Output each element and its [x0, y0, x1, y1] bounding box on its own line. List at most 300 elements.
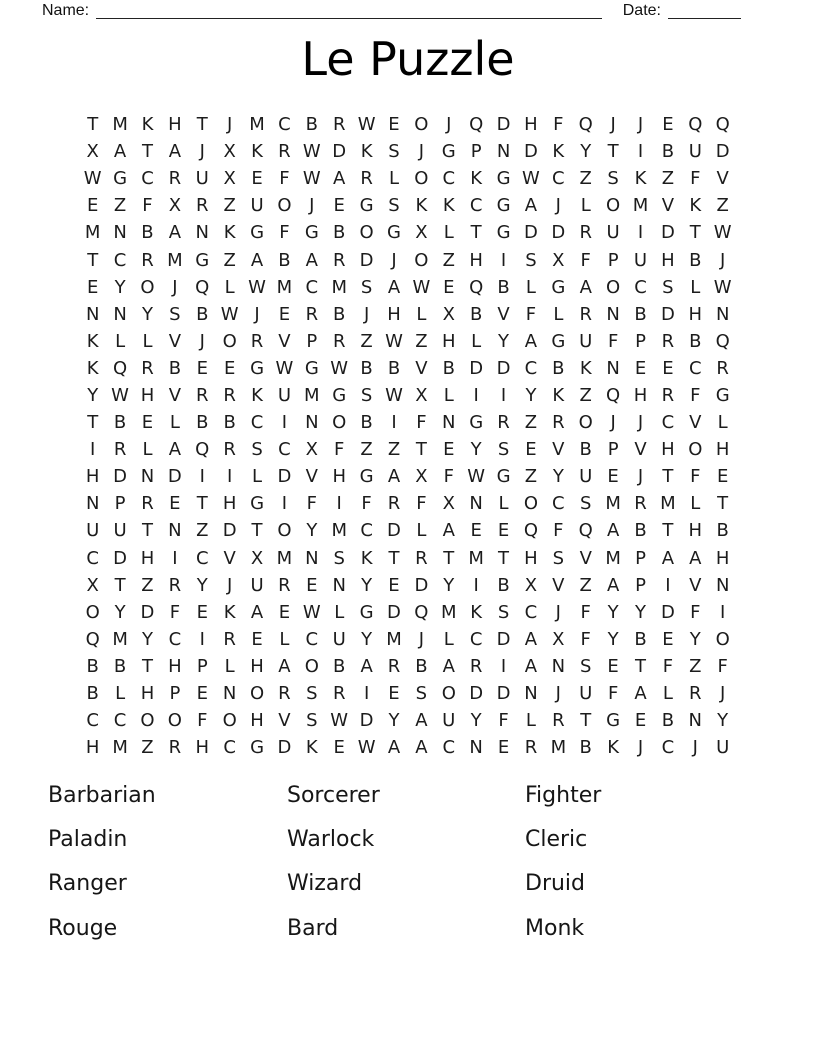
grid-letter: O — [85, 601, 100, 623]
grid-letter: M — [605, 493, 621, 515]
grid-letter: C — [360, 520, 373, 542]
grid-letter: M — [331, 276, 347, 298]
grid-letter: L — [142, 439, 153, 461]
grid-letter: J — [555, 601, 561, 623]
grid-letter: Z — [579, 384, 592, 406]
grid-letter: Y — [306, 520, 318, 542]
grid-letter: V — [168, 330, 182, 352]
grid-letter: J — [720, 683, 726, 705]
grid-letter: D — [715, 141, 730, 163]
grid-letter: H — [140, 683, 155, 705]
grid-letter: A — [168, 141, 182, 163]
grid-letter: W — [330, 357, 349, 379]
grid-letter: N — [85, 493, 100, 515]
grid-letter: Q — [469, 276, 484, 298]
grid-letter: T — [196, 114, 208, 136]
grid-letter: Y — [196, 574, 208, 596]
grid-letter: Z — [415, 330, 428, 352]
grid-letter: Q — [523, 520, 539, 542]
grid-letter: B — [141, 222, 154, 244]
grid-letter: P — [635, 330, 646, 352]
grid-letter: X — [86, 574, 99, 596]
grid-letter: F — [169, 601, 181, 623]
grid-letter: N — [551, 655, 566, 677]
grid-letter: F — [662, 655, 674, 677]
grid-letter: L — [115, 683, 126, 705]
grid-letter: B — [634, 520, 647, 542]
grid-letter: Q — [606, 384, 621, 406]
grid-letter: U — [633, 249, 648, 271]
grid-letter: X — [415, 466, 428, 488]
grid-letter: F — [416, 412, 427, 434]
grid-letter: N — [222, 683, 237, 705]
grid-letter: I — [473, 574, 479, 596]
grid-letter: N — [140, 466, 155, 488]
grid-letter: J — [637, 737, 644, 759]
grid-letter: G — [496, 195, 511, 217]
grid-letter: F — [690, 466, 701, 488]
grid-letter: U — [195, 168, 209, 190]
grid-letter: W — [385, 330, 403, 352]
grid-letter: I — [281, 412, 288, 434]
grid-letter: S — [497, 439, 510, 461]
grid-letter: E — [223, 357, 236, 379]
grid-letter: S — [388, 195, 400, 217]
grid-letter: C — [469, 628, 483, 650]
grid-letter: H — [140, 547, 155, 569]
grid-letter: G — [113, 168, 128, 190]
grid-letter: O — [332, 412, 347, 434]
grid-letter: V — [168, 384, 182, 406]
grid-letter: K — [360, 547, 373, 569]
grid-letter: R — [415, 547, 428, 569]
grid-letter: R — [634, 493, 647, 515]
grid-letter: T — [443, 547, 455, 569]
grid-letter: K — [141, 114, 154, 136]
grid-letter: W — [467, 466, 486, 488]
grid-letter: L — [498, 493, 509, 515]
grid-letter: E — [443, 276, 455, 298]
grid-letter: B — [689, 330, 702, 352]
grid-letter: A — [524, 330, 538, 352]
grid-letter: F — [279, 168, 290, 190]
grid-letter: B — [552, 357, 565, 379]
grid-letter: U — [442, 710, 456, 732]
grid-letter: C — [469, 195, 483, 217]
grid-letter: T — [388, 547, 400, 569]
grid-letter: H — [250, 655, 264, 677]
grid-letter: N — [195, 222, 209, 244]
grid-letter: C — [305, 276, 319, 298]
grid-letter: Z — [387, 439, 401, 461]
grid-letter: X — [305, 439, 318, 461]
grid-letter: H — [195, 737, 210, 759]
grid-letter: F — [607, 683, 619, 705]
grid-letter: E — [607, 466, 619, 488]
word-item: Wizard — [287, 871, 363, 897]
grid-letter: C — [634, 276, 647, 298]
grid-letter: L — [553, 303, 564, 325]
grid-letter: F — [443, 466, 454, 488]
grid-letter: Y — [87, 384, 99, 406]
grid-letter: Q — [688, 114, 703, 136]
grid-letter: G — [250, 737, 265, 759]
grid-letter: T — [470, 222, 482, 244]
grid-letter: J — [172, 276, 178, 298]
grid-letter: B — [579, 737, 592, 759]
grid-letter: V — [278, 710, 291, 732]
grid-letter: Z — [579, 168, 592, 190]
grid-letter: L — [525, 710, 536, 732]
grid-letter: R — [141, 249, 154, 271]
word-item: Druid — [525, 871, 586, 897]
grid-letter: A — [415, 710, 428, 732]
grid-letter: R — [689, 683, 702, 705]
grid-letter: F — [607, 330, 619, 352]
grid-letter: W — [522, 168, 540, 190]
grid-letter: J — [309, 195, 315, 217]
grid-letter: E — [278, 601, 291, 623]
grid-letter: C — [113, 249, 127, 271]
grid-letter: A — [415, 737, 428, 759]
grid-letter: C — [86, 547, 99, 569]
grid-letter: V — [579, 547, 592, 569]
grid-letter: A — [524, 655, 538, 677]
grid-letter: Y — [361, 628, 373, 650]
grid-letter: Q — [195, 439, 210, 461]
grid-letter: D — [496, 114, 511, 136]
grid-letter: N — [332, 574, 346, 596]
grid-letter: F — [580, 628, 591, 650]
grid-letter: U — [606, 222, 620, 244]
grid-letter: F — [717, 655, 728, 677]
grid-letter: B — [86, 683, 99, 705]
grid-letter: I — [637, 141, 644, 163]
grid-letter: J — [418, 141, 425, 163]
grid-letter: K — [86, 330, 99, 352]
grid-letter: S — [333, 547, 345, 569]
worksheet-header — [42, 2, 741, 19]
grid-letter: L — [717, 412, 728, 434]
grid-letter: W — [385, 384, 403, 406]
grid-letter: O — [249, 683, 265, 705]
grid-letter: D — [277, 737, 292, 759]
grid-letter: K — [689, 195, 702, 217]
grid-letter: X — [442, 303, 455, 325]
grid-letter: A — [689, 547, 702, 569]
grid-letter: R — [524, 737, 538, 759]
grid-letter: P — [196, 655, 208, 677]
name-blank-line — [96, 3, 602, 19]
grid-letter: P — [607, 249, 619, 271]
grid-letter: L — [662, 683, 673, 705]
grid-letter: E — [662, 628, 674, 650]
grid-letter: D — [113, 466, 128, 488]
grid-letter: B — [661, 141, 675, 163]
grid-letter: R — [552, 412, 565, 434]
grid-letter: E — [607, 655, 619, 677]
grid-letter: V — [552, 439, 565, 461]
grid-letter: Z — [113, 195, 127, 217]
grid-letter: V — [497, 303, 510, 325]
grid-letter: A — [606, 574, 620, 596]
grid-letter: Q — [113, 357, 128, 379]
grid-letter: K — [552, 384, 565, 406]
grid-letter: J — [418, 628, 425, 650]
grid-letter: J — [254, 303, 260, 325]
grid-letter: H — [661, 249, 675, 271]
grid-letter: U — [716, 737, 730, 759]
word-list — [48, 773, 778, 951]
grid-letter: Y — [114, 601, 126, 623]
grid-letter: H — [85, 466, 100, 488]
grid-letter: J — [555, 683, 561, 705]
grid-letter: W — [302, 601, 321, 623]
grid-letter: E — [497, 737, 510, 759]
grid-letter: M — [84, 222, 101, 244]
grid-letter: F — [690, 168, 701, 190]
grid-letter: R — [196, 384, 209, 406]
grid-letter: G — [715, 384, 730, 406]
grid-letter: R — [168, 168, 182, 190]
grid-letter: J — [446, 114, 452, 136]
grid-letter: R — [305, 303, 319, 325]
grid-letter: F — [142, 195, 153, 217]
grid-letter: J — [637, 466, 644, 488]
grid-letter: V — [278, 330, 291, 352]
grid-letter: N — [606, 303, 620, 325]
grid-letter: V — [634, 439, 647, 461]
grid-letter: K — [251, 141, 263, 163]
grid-letter: K — [86, 357, 99, 379]
grid-letter: D — [469, 357, 484, 379]
grid-letter: A — [442, 520, 455, 542]
grid-letter: E — [388, 683, 400, 705]
grid-letter: F — [361, 493, 372, 515]
grid-letter: X — [415, 384, 428, 406]
grid-letter: A — [579, 276, 592, 298]
grid-letter: N — [113, 222, 127, 244]
grid-letter: W — [302, 168, 321, 190]
grid-letter: D — [496, 683, 511, 705]
grid-letter: C — [86, 710, 99, 732]
grid-letter: X — [442, 493, 455, 515]
grid-letter: V — [305, 466, 318, 488]
grid-letter: Z — [360, 439, 373, 461]
grid-letter: L — [690, 276, 701, 298]
grid-letter: L — [443, 384, 454, 406]
grid-letter: M — [276, 547, 293, 569]
grid-letter: I — [500, 249, 507, 271]
grid-letter: L — [115, 330, 126, 352]
grid-letter: O — [304, 655, 319, 677]
grid-letter: N — [442, 412, 456, 434]
grid-letter: I — [637, 222, 644, 244]
grid-letter: K — [470, 601, 483, 623]
grid-letter: M — [632, 195, 649, 217]
grid-letter: B — [716, 520, 729, 542]
grid-letter: A — [442, 655, 455, 677]
grid-letter: H — [715, 439, 730, 461]
grid-letter: D — [524, 141, 538, 163]
grid-letter: L — [224, 276, 235, 298]
grid-letter: L — [252, 466, 263, 488]
grid-letter: K — [552, 141, 565, 163]
grid-letter: E — [141, 412, 154, 434]
grid-letter: D — [222, 520, 237, 542]
grid-letter: Y — [635, 601, 646, 623]
grid-letter: Z — [716, 195, 729, 217]
date-label: Date: — [622, 2, 661, 19]
grid-letter: B — [360, 357, 373, 379]
grid-letter: Y — [388, 710, 400, 732]
grid-letter: O — [414, 168, 429, 190]
grid-letter: D — [660, 303, 675, 325]
grid-letter: P — [306, 330, 318, 352]
grid-letter: K — [223, 222, 236, 244]
grid-letter: A — [250, 249, 264, 271]
grid-letter: O — [688, 439, 703, 461]
grid-letter: D — [332, 141, 347, 163]
grid-letter: D — [551, 222, 566, 244]
grid-letter: E — [333, 195, 345, 217]
grid-letter: N — [524, 683, 538, 705]
grid-letter: F — [580, 249, 591, 271]
grid-letter: E — [87, 276, 99, 298]
grid-letter: U — [579, 683, 593, 705]
grid-letter: O — [222, 710, 237, 732]
grid-letter: L — [169, 412, 180, 434]
grid-letter: L — [279, 628, 290, 650]
grid-letter: B — [442, 357, 455, 379]
grid-letter: O — [277, 520, 292, 542]
grid-letter: D — [496, 628, 511, 650]
grid-letter: J — [199, 141, 205, 163]
grid-letter: R — [579, 222, 592, 244]
word-list-column — [48, 773, 287, 951]
grid-letter: M — [304, 384, 320, 406]
grid-letter: K — [442, 195, 455, 217]
grid-letter: A — [305, 249, 318, 271]
grid-letter: Q — [715, 330, 730, 352]
grid-letter: Q — [578, 520, 593, 542]
grid-letter: R — [168, 574, 182, 596]
grid-letter: S — [169, 303, 181, 325]
grid-letter: P — [635, 574, 646, 596]
grid-letter: X — [223, 141, 236, 163]
grid-letter: I — [665, 574, 671, 596]
grid-letter: R — [332, 114, 346, 136]
grid-letter: G — [469, 412, 484, 434]
grid-letter: N — [606, 357, 620, 379]
grid-letter: Y — [141, 303, 153, 325]
grid-letter: O — [578, 412, 593, 434]
grid-letter: E — [470, 520, 482, 542]
grid-letter: A — [278, 655, 291, 677]
grid-letter: R — [141, 493, 154, 515]
grid-letter: P — [169, 683, 181, 705]
grid-letter: C — [524, 357, 538, 379]
grid-letter: D — [414, 574, 429, 596]
word-list-column — [525, 773, 778, 951]
grid-letter: I — [720, 601, 726, 623]
grid-letter: H — [469, 249, 483, 271]
grid-letter: N — [113, 303, 127, 325]
grid-letter: V — [552, 574, 565, 596]
grid-letter: E — [388, 574, 400, 596]
grid-letter: R — [579, 303, 592, 325]
grid-letter: H — [688, 520, 703, 542]
grid-letter: W — [111, 384, 129, 406]
grid-letter: A — [113, 141, 127, 163]
grid-letter: L — [416, 520, 427, 542]
grid-letter: A — [387, 276, 401, 298]
grid-letter: C — [195, 547, 209, 569]
grid-letter: B — [113, 655, 127, 677]
grid-letter: F — [334, 439, 345, 461]
grid-letter: D — [359, 710, 374, 732]
grid-letter: D — [167, 466, 182, 488]
grid-letter: J — [610, 412, 616, 434]
grid-letter: B — [196, 303, 209, 325]
grid-letter: R — [387, 493, 401, 515]
grid-letter: T — [141, 141, 153, 163]
grid-letter: T — [251, 520, 263, 542]
grid-letter: N — [85, 303, 100, 325]
grid-letter: L — [224, 655, 235, 677]
grid-letter: M — [249, 114, 265, 136]
grid-letter: E — [525, 439, 537, 461]
grid-letter: J — [199, 330, 205, 352]
grid-letter: E — [87, 195, 99, 217]
grid-letter: N — [305, 412, 319, 434]
grid-letter: D — [496, 357, 511, 379]
grid-letter: C — [442, 737, 456, 759]
name-label: Name: — [42, 2, 90, 19]
grid-letter: S — [525, 249, 537, 271]
grid-letter: N — [688, 710, 703, 732]
grid-letter: C — [223, 737, 236, 759]
grid-letter: I — [172, 547, 178, 569]
grid-letter: S — [580, 655, 592, 677]
word-item: Bard — [287, 915, 339, 941]
grid-letter: Y — [689, 628, 701, 650]
grid-letter: R — [223, 384, 236, 406]
word-list-column — [287, 773, 525, 951]
grid-letter: J — [363, 303, 370, 325]
grid-letter: P — [635, 547, 646, 569]
grid-letter: H — [661, 439, 675, 461]
grid-letter: B — [196, 412, 209, 434]
grid-letter: R — [250, 330, 264, 352]
grid-letter: I — [500, 384, 507, 406]
grid-letter: G — [359, 601, 374, 623]
grid-letter: H — [168, 655, 182, 677]
grid-letter: W — [713, 276, 732, 298]
grid-letter: B — [469, 303, 483, 325]
grid-letter: M — [550, 737, 567, 759]
grid-letter: A — [250, 601, 264, 623]
grid-letter: W — [275, 357, 294, 379]
grid-letter: G — [332, 384, 347, 406]
grid-letter: O — [140, 710, 155, 732]
grid-letter: R — [661, 330, 675, 352]
grid-letter: Y — [361, 574, 373, 596]
grid-letter: W — [357, 737, 376, 759]
grid-letter: S — [360, 384, 373, 406]
grid-letter: K — [470, 168, 483, 190]
grid-letter: T — [141, 655, 153, 677]
